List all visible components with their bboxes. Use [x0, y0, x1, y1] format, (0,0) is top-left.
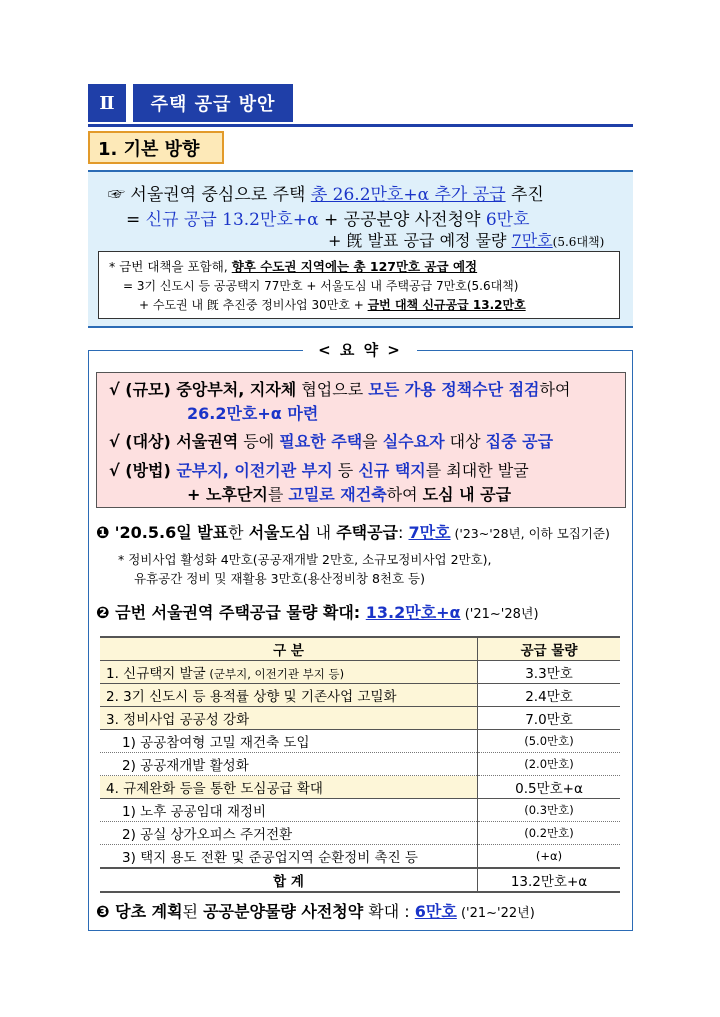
point-1-note-2: 유휴공간 정비 및 재활용 3만호(용산정비창 8천호 등): [134, 571, 426, 586]
summary-item-text: 노후단지: [205, 485, 268, 504]
summary-item-text: 중앙부처: [176, 380, 239, 399]
row-label: 2) 공실 상가오피스 주거전환: [122, 827, 293, 843]
summary-item-text: 협업으로: [296, 380, 369, 399]
subsection-title: 1. 기본 방향: [88, 131, 224, 164]
check-icon: √: [109, 432, 120, 451]
row-label: 3) 택지 용도 전환 및 준공업지역 순환정비 촉진 등: [122, 850, 418, 866]
basic-line-1-suffix: 추진: [505, 185, 544, 205]
supply-table: [100, 636, 620, 893]
summary-item-highlight: 군부지, 이전기관 부지: [176, 461, 333, 480]
point-text: 된: [182, 902, 204, 921]
summary-item-highlight: 집중 공급: [485, 432, 554, 451]
table-row: [100, 799, 620, 822]
table-cell-amount: 0.5만호+α: [478, 776, 621, 799]
basic-line-1: [108, 180, 544, 205]
note-line-2: = 3기 신도시 등 공공택지 77만호 + 서울도심 내 주택공급 7만호(5.6대책): [123, 279, 519, 293]
summary-item-method: [109, 458, 529, 481]
table-cell-amount: (2.0만호): [478, 753, 621, 776]
table-cell-amount: 7.0만호: [478, 707, 621, 730]
summary-item-text: 하여: [539, 380, 571, 399]
number-2-icon: ❷: [96, 603, 110, 622]
point-text: 공공분양물량 사전청약: [203, 902, 364, 921]
point-text: 확대 :: [363, 902, 415, 921]
point-text: 내: [310, 523, 337, 542]
table-header-category: 구 분: [100, 637, 478, 661]
basic-line-3-prefix: + 旣 발표 공급 예정 물량: [328, 231, 512, 250]
table-cell-label: [100, 707, 478, 730]
summary-item-target: [109, 429, 553, 452]
summary-item-text: ,: [238, 380, 250, 399]
table-header-row: [100, 637, 620, 661]
basic-line-3: [328, 228, 604, 251]
summary-item-scale: [109, 377, 570, 400]
table-cell-label: [100, 684, 478, 707]
summary-item-tag: (방법): [125, 461, 171, 480]
summary-item-text: 를: [267, 485, 289, 504]
point-text: 주택공급: [336, 523, 399, 542]
summary-item-scale-cont: 26.2만호+α 마련: [187, 404, 319, 423]
point-text: :: [398, 523, 409, 542]
summary-item-text: 하여: [386, 485, 423, 504]
summary-item-text: 등에: [238, 432, 280, 451]
table-cell-amount: (0.2만호): [478, 822, 621, 845]
row-label: 3. 정비사업 공공성 강화: [106, 712, 250, 728]
basic-line-1-highlight: 총 26.2만호+α 추가 공급: [310, 185, 506, 205]
summary-item-highlight: 실수요자: [382, 432, 445, 451]
basic-line-3-suffix: (5.6대책): [552, 235, 605, 249]
summary-item-text: 대상: [444, 432, 486, 451]
table-cell-amount: 3.3만호: [478, 661, 621, 684]
basic-line-2-highlight-1: 신규 공급 13.2만호+α: [145, 210, 319, 230]
summary-item-highlight: 필요한 주택: [279, 432, 363, 451]
table-row: [100, 753, 620, 776]
table-row: [100, 845, 620, 869]
table-row: [100, 822, 620, 845]
table-cell-amount: (+α): [478, 845, 621, 869]
point-highlight: 7만호: [408, 523, 451, 542]
point-1: [96, 520, 610, 543]
basic-line-1-prefix: ☞ 서울권역 중심으로 주택: [108, 185, 311, 205]
basic-line-2-prefix: =: [126, 210, 146, 230]
basic-line-2: [126, 205, 530, 230]
summary-item-highlight: 신규 택지: [358, 461, 426, 480]
point-text: :: [353, 603, 366, 622]
point-highlight: 13.2만호+α: [365, 603, 461, 622]
basic-note-box: [98, 251, 620, 319]
point-text: 당초 계획: [115, 902, 183, 921]
table-cell-label: [100, 799, 478, 822]
point-2: [96, 600, 539, 623]
row-label: 2. 3기 신도시 등 용적률 상향 및 기존사업 고밀화: [106, 689, 397, 705]
point-text: '20.5.6일 발표: [114, 523, 229, 542]
number-1-icon: ❶: [96, 523, 110, 542]
supply-table-body: [100, 637, 620, 892]
summary-item-highlight: 모든 가용 정책수단 점검: [368, 380, 540, 399]
basic-line-3-highlight: 7만호: [511, 231, 553, 250]
table-cell-label: [100, 822, 478, 845]
total-label: 합 계: [100, 868, 478, 892]
basic-line-2-middle: + 공공분양 사전청약: [318, 210, 486, 230]
row-label: 1. 신규택지 발굴: [106, 666, 206, 682]
table-cell-amount: (5.0만호): [478, 730, 621, 753]
section-title: 주택 공급 방안: [133, 84, 293, 122]
table-cell-label: [100, 730, 478, 753]
point-text: 한: [228, 523, 249, 542]
basic-line-2-highlight-2: 6만호: [485, 210, 530, 230]
note-line-1-prefix: * 금번 대책을 포함해,: [109, 259, 232, 274]
summary-item-text: +: [187, 485, 206, 504]
note-line-1-emph: 향후 수도권 지역에는 총 127만호 공급 예정: [231, 259, 478, 274]
summary-item-text: 등: [332, 461, 359, 480]
note-line-3: [139, 296, 526, 313]
table-row: [100, 776, 620, 799]
note-line-3-prefix: + 수도권 내 旣 추진중 정비사업 30만호 +: [139, 298, 368, 312]
point-1-note-1: * 정비사업 활성화 4만호(공공재개발 2만호, 소규모정비사업 2만호),: [118, 552, 492, 567]
point-highlight: 6만호: [414, 902, 457, 921]
check-icon: √: [109, 380, 120, 399]
summary-item-text: 지자체: [249, 380, 297, 399]
summary-item-tag: (규모): [125, 380, 171, 399]
summary-item-tag: (대상): [125, 432, 171, 451]
summary-highlight-box: [96, 372, 626, 508]
point-text: ('23~'28년, 이하 모집기준): [450, 526, 610, 541]
summary-item-text: 을: [362, 432, 383, 451]
row-label: 1) 공공참여형 고밀 재건축 도입: [122, 735, 310, 751]
summary-title: < 요 약 >: [303, 339, 417, 361]
table-header-amount: 공급 물량: [478, 637, 621, 661]
point-text: ('21~'28년): [460, 607, 539, 622]
note-line-1: [109, 257, 477, 275]
row-label: 2) 공공재개발 활성화: [122, 758, 249, 774]
table-cell-label: [100, 661, 478, 684]
summary-item-text: 서울권역: [176, 432, 239, 451]
table-cell-label: [100, 845, 478, 869]
point-3: [96, 899, 535, 922]
table-cell-amount: 2.4만호: [478, 684, 621, 707]
total-value: 13.2만호+α: [478, 868, 621, 892]
table-row: [100, 661, 620, 684]
section-rule: [88, 124, 633, 127]
row-note: (군부지, 이전기관 부지 등): [205, 667, 345, 681]
check-icon: √: [109, 461, 120, 480]
point-text: ('21~'22년): [456, 906, 535, 921]
summary-item-text: 를 최대한 발굴: [425, 461, 529, 480]
table-row: [100, 730, 620, 753]
table-total-row: [100, 868, 620, 892]
table-cell-label: [100, 753, 478, 776]
row-label: 4. 규제완화 등을 통한 도심공급 확대: [106, 781, 323, 797]
row-label: 1) 노후 공공임대 재정비: [122, 804, 267, 820]
point-text: 서울도심: [248, 523, 311, 542]
number-3-icon: ❸: [96, 902, 110, 921]
section-number: Ⅱ: [88, 84, 126, 122]
point-text: 금번 서울권역 주택공급 물량 확대: [115, 603, 354, 622]
note-line-3-emph: 금번 대책 신규공급 13.2만호: [367, 298, 526, 312]
summary-item-highlight: 고밀로 재건축: [288, 485, 387, 504]
summary-item-method-cont: [187, 482, 511, 505]
table-row: [100, 684, 620, 707]
table-row: [100, 707, 620, 730]
summary-item-text: 도심 내 공급: [422, 485, 512, 504]
table-cell-label: [100, 776, 478, 799]
table-cell-amount: (0.3만호): [478, 799, 621, 822]
